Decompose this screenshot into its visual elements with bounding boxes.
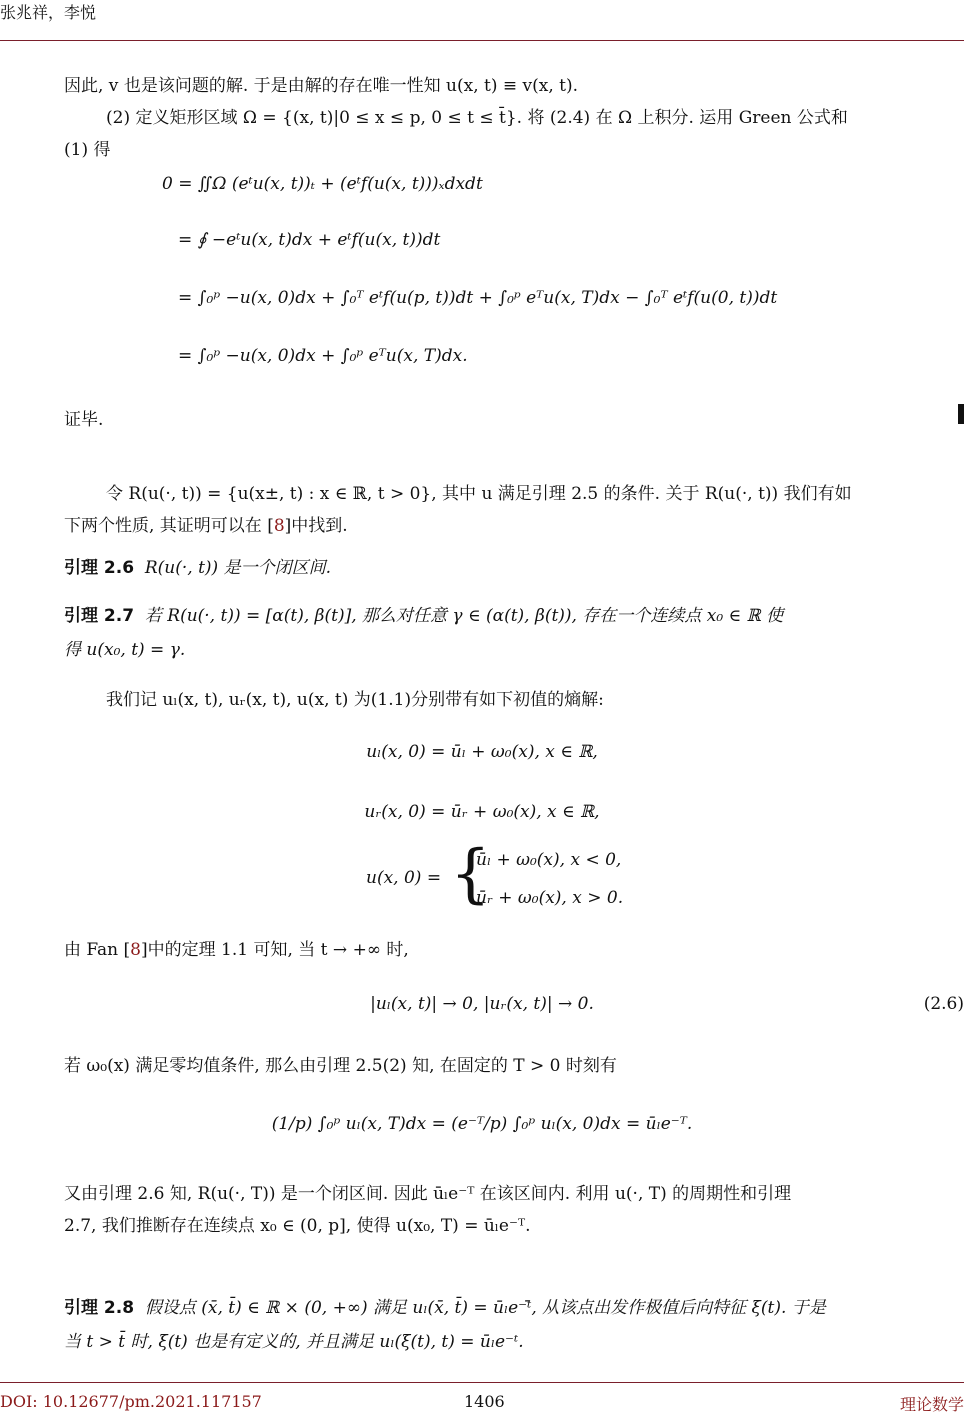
equation-line-3: = ∫₀ᵖ −u(x, 0)dx + ∫₀ᵀ eᵗf(u(p, t))dt + ∫₀ᵖ eᵀu(x, T)dx − ∫₀ᵀ eᵗf(u(0, t))dt xyxy=(178,288,778,308)
lemma-2-8-line2: 当 t > t̄ 时, ξ(t) 也是有定义的, 并且满足 uₗ(ξ(t), t) = ūₗe⁻ᵗ. xyxy=(64,1332,524,1352)
paragraph-text: ]中找到. xyxy=(284,516,348,536)
lemma-statement: 假设点 (x̄, t̄) ∈ ℝ × (0, +∞) 满足 uₗ(x̄, t̄) = ūₗe⁻ᵗ̄, 从该点出发作极值后向特征 ξ(t). 于是 xyxy=(144,1298,826,1318)
proof-end-text: 证毕. xyxy=(64,410,104,430)
lemma-statement: 若 R(u(·, t)) = [α(t), β(t)], 那么对任意 γ ∈ (α(t), β(t)), 存在一个连续点 x₀ ∈ ℝ 使 xyxy=(144,606,784,626)
qed-symbol xyxy=(958,404,964,424)
equation-line-4: = ∫₀ᵖ −u(x, 0)dx + ∫₀ᵖ eᵀu(x, T)dx. xyxy=(178,346,468,366)
equation-number: (2.6) xyxy=(923,994,964,1014)
lemma-2-7-line1 xyxy=(64,600,964,632)
citation-link[interactable]: 8 xyxy=(273,516,285,536)
header-authors: 张兆祥，李悦 xyxy=(0,3,97,22)
lemma-label: 引理 2.6 xyxy=(64,558,135,578)
lemma-2-6 xyxy=(64,552,964,584)
equation-2-6-body: |uₗ(x, t)| → 0, |uᵣ(x, t)| → 0. xyxy=(370,994,594,1014)
paragraph-zero-mean: 若 ω₀(x) 满足零均值条件, 那么由引理 2.5(2) 知, 在固定的 T > 0 时刻有 xyxy=(64,1056,617,1076)
initial-condition-right: uᵣ(x, 0) = ūᵣ + ω₀(x), x ∈ ℝ, xyxy=(364,802,600,822)
footer-doi-link[interactable]: DOI: 10.12677/pm.2021.117157 xyxy=(0,1392,262,1411)
equation-line-1: 0 = ∬Ω (eᵗu(x, t))ₜ + (eᵗf(u(x, t)))ₓdxdt xyxy=(162,174,483,194)
lemma-label: 引理 2.8 xyxy=(64,1298,135,1318)
paragraph-part2-line2: (1) 得 xyxy=(64,140,111,160)
paragraph-range-definition-line1: 令 R(u(·, t)) = {u(x±, t) : x ∈ ℝ, t > 0}, 其中 u 满足引理 2.5 的条件. 关于 R(u(·, t)) 我们有如 xyxy=(106,484,852,504)
paragraph-fan-theorem xyxy=(64,934,964,966)
paragraph-uniqueness: 因此, v 也是该问题的解. 于是由解的存在唯一性知 u(x, t) ≡ v(x, t). xyxy=(64,76,579,96)
lemma-label: 引理 2.7 xyxy=(64,606,135,626)
citation-link[interactable]: 8 xyxy=(130,940,141,960)
initial-condition-left: uₗ(x, 0) = ūₗ + ω₀(x), x ∈ ℝ, xyxy=(366,742,598,762)
footer-page-number: 1406 xyxy=(464,1392,505,1411)
footer-journal-link[interactable]: 理论数学 xyxy=(899,1395,964,1414)
equation-line-2: = ∮ −eᵗu(x, t)dx + eᵗf(u(x, t))dt xyxy=(178,230,441,250)
equation-average: (1/p) ∫₀ᵖ uₗ(x, T)dx = (e⁻ᵀ/p) ∫₀ᵖ uₗ(x, 0)dx = ūₗe⁻ᵀ. xyxy=(271,1114,693,1134)
paragraph-text: 由 Fan [ xyxy=(64,940,131,960)
paragraph-continuity-line2: 2.7, 我们推断存在连续点 x₀ ∈ (0, p], 使得 u(x₀, T) = ūₗe⁻ᵀ. xyxy=(64,1216,531,1236)
lemma-2-7-line2: 得 u(x₀, t) = γ. xyxy=(64,640,186,660)
paragraph-continuity-line1: 又由引理 2.6 知, R(u(·, T)) 是一个闭区间. 因此 ūₗe⁻ᵀ 在该区间内. 利用 u(·, T) 的周期性和引理 xyxy=(64,1184,792,1204)
footer-divider xyxy=(0,1382,964,1383)
initial-condition-piecewise-lhs: u(x, 0) = xyxy=(366,868,442,888)
piecewise-case-1: ūₗ + ω₀(x), x < 0, xyxy=(476,850,622,870)
left-brace: { xyxy=(450,837,491,911)
paragraph-text: 下两个性质, 其证明可以在 [ xyxy=(64,516,274,536)
paragraph-entropy-solutions: 我们记 uₗ(x, t), uᵣ(x, t), u(x, t) 为(1.1)分别带有如下初值的熵解: xyxy=(106,690,604,710)
header-divider xyxy=(0,40,964,41)
paragraph-part2-line1: (2) 定义矩形区域 Ω = {(x, t)|0 ≤ x ≤ p, 0 ≤ t ≤ t̄}. 将 (2.4) 在 Ω 上积分. 运用 Green 公式和 xyxy=(106,108,848,128)
equation-2-6 xyxy=(0,994,964,1014)
piecewise-case-2: ūᵣ + ω₀(x), x > 0. xyxy=(476,888,624,908)
paragraph-text: ]中的定理 1.1 可知, 当 t → +∞ 时, xyxy=(141,940,409,960)
paragraph-range-definition-line2 xyxy=(64,510,964,542)
lemma-statement: R(u(·, t)) 是一个闭区间. xyxy=(144,558,331,578)
lemma-2-8-line1 xyxy=(64,1292,964,1324)
